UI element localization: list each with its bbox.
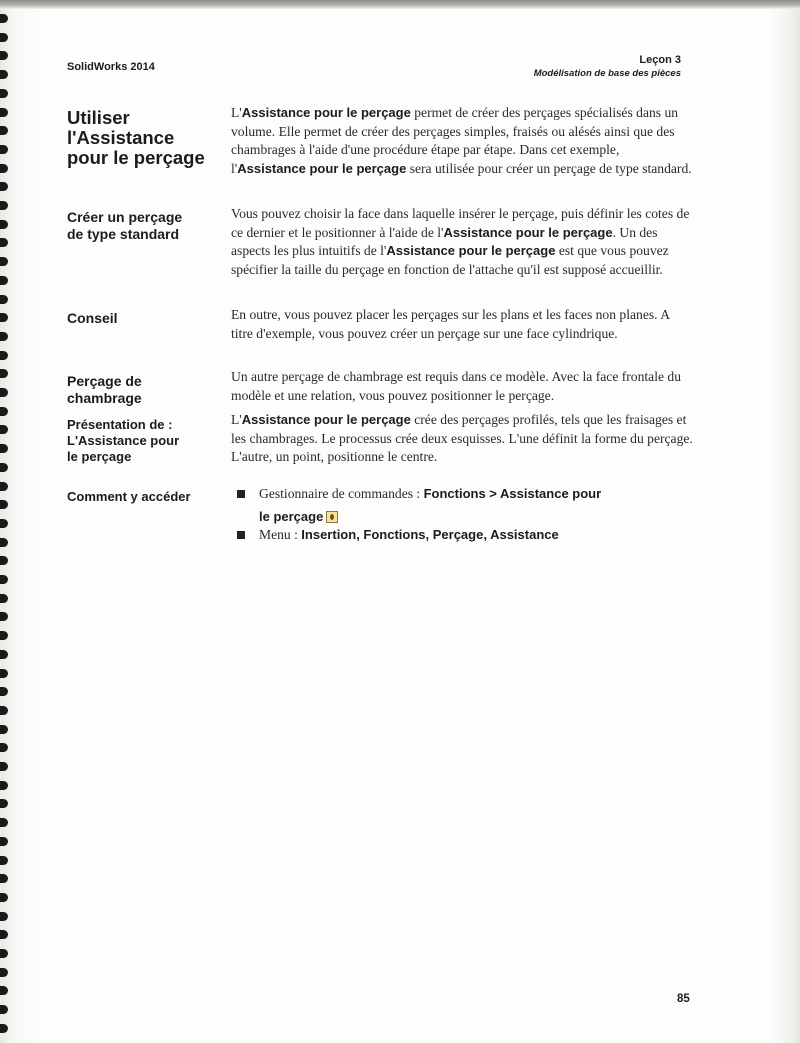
binding-ring	[0, 949, 8, 958]
binding-ring	[0, 725, 8, 734]
heading-line: de type standard	[67, 226, 180, 242]
text: . Un des aspects les plus intuitifs de l'	[231, 224, 658, 259]
binding-ring	[0, 332, 8, 341]
binding-ring	[0, 538, 8, 547]
binding-ring	[0, 164, 8, 173]
command-path: Fonctions > Assistance pour	[423, 486, 602, 501]
binding-ring	[0, 1024, 8, 1033]
binding-ring	[0, 519, 8, 528]
term-bold: Assistance pour le perçage	[237, 160, 407, 176]
binding-ring	[0, 874, 8, 883]
heading-creer	[67, 209, 182, 243]
binding-ring	[0, 295, 8, 304]
binding-ring	[0, 126, 8, 135]
bullet-text	[259, 524, 559, 545]
binding-ring	[0, 388, 8, 397]
paragraph-utiliser	[231, 104, 693, 178]
text: L'	[231, 105, 242, 120]
text: permet de créer des perçages spécialisés dans un volume. Elle permet de créer des perçages simples, fraisés ou alésés ainsi que des chambrages à l'aide d'une procédure étape par étape. Dans cet exemple, l'	[231, 105, 679, 176]
binding-ring	[0, 930, 8, 939]
binding-ring	[0, 706, 8, 715]
term-bold: Assistance pour le perçage	[443, 224, 613, 240]
binding-ring	[0, 70, 8, 79]
binding-ring	[0, 257, 8, 266]
heading-line: Perçage de	[67, 373, 142, 389]
binding-ring	[0, 51, 8, 60]
binding-ring	[0, 14, 8, 23]
page-number: 85	[677, 993, 690, 1005]
spiral-binding	[0, 0, 12, 1043]
binding-ring	[0, 369, 8, 378]
binding-ring	[0, 238, 8, 247]
heading-acceder: Comment y accéder	[67, 489, 191, 504]
binding-ring	[0, 444, 8, 453]
binding-ring	[0, 762, 8, 771]
heading-line: Présentation de :	[67, 417, 173, 432]
binding-ring	[0, 799, 8, 808]
binding-ring	[0, 182, 8, 191]
term-bold: Assistance pour le perçage	[241, 105, 411, 120]
paragraph-presentation	[231, 411, 693, 467]
binding-ring	[0, 33, 8, 42]
binding-ring	[0, 650, 8, 659]
command-path: le perçage	[259, 509, 324, 524]
binding-ring	[0, 351, 8, 360]
heading-line: pour le perçage	[67, 147, 205, 168]
binding-ring	[0, 781, 8, 790]
binding-ring	[0, 407, 8, 416]
binding-ring	[0, 612, 8, 621]
term-bold: Assistance pour le perçage	[386, 243, 556, 259]
heading-line: Utiliser	[67, 107, 130, 128]
paragraph-conseil: En outre, vous pouvez placer les perçages sur les plans et les faces non planes. A titre d'exemple, vous pouvez créer un perçage sur une face cylindrique.	[231, 307, 670, 341]
heading-presentation	[67, 417, 179, 465]
binding-ring	[0, 594, 8, 603]
lesson-label: Leçon 3	[639, 54, 681, 66]
bullet-square-icon	[237, 490, 245, 498]
binding-ring	[0, 313, 8, 322]
binding-ring	[0, 1005, 8, 1014]
binding-ring	[0, 968, 8, 977]
binding-ring	[0, 669, 8, 678]
heading-utiliser	[67, 108, 205, 168]
paragraph-chambrage: Un autre perçage de chambrage est requis dans ce modèle. Avec la face frontale du modèle et une relation, vous pouvez positionner le perçage.	[231, 369, 682, 403]
book-title: SolidWorks 2014	[67, 61, 155, 73]
binding-ring	[0, 986, 8, 995]
chapter-label: Modélisation de base des pièces	[533, 68, 681, 79]
binding-ring	[0, 818, 8, 827]
binding-ring	[0, 463, 8, 472]
binding-ring	[0, 687, 8, 696]
binding-ring	[0, 631, 8, 640]
text: est que vous pouvez spécifier la taille du perçage en fonction de l'attache qu'il est supposé accueillir.	[231, 243, 669, 277]
binding-ring	[0, 220, 8, 229]
heading-conseil: Conseil	[67, 310, 118, 326]
text: L'	[231, 412, 242, 427]
heading-line: chambrage	[67, 390, 142, 406]
binding-ring	[0, 743, 8, 752]
text: Vous pouvez choisir la face dans laquelle insérer le perçage, puis définir les cotes de ce dernier et le positionner à l'aide de l'	[231, 206, 690, 240]
heading-line: le perçage	[67, 449, 132, 464]
binding-ring	[0, 482, 8, 491]
term-bold: Assistance pour le perçage	[241, 412, 411, 427]
heading-chambrage	[67, 373, 142, 407]
heading-line: Créer un perçage	[67, 209, 183, 225]
binding-ring	[0, 276, 8, 285]
heading-line: L'Assistance pour	[67, 433, 180, 448]
binding-ring	[0, 108, 8, 117]
text: Menu :	[259, 527, 302, 542]
menu-path: Insertion, Fonctions, Perçage, Assistance	[301, 527, 559, 542]
heading-line: l'Assistance	[67, 127, 175, 148]
text: crée des perçages profilés, tels que les fraisages et les chambrages. Le processus crée deux esquisses. L'une définit la forme du perçage. L'autre, un point, positionne le centre.	[231, 412, 693, 465]
binding-ring	[0, 856, 8, 865]
binding-ring	[0, 425, 8, 434]
text: Gestionnaire de commandes :	[259, 486, 424, 501]
binding-ring	[0, 89, 8, 98]
bullet-text	[259, 483, 601, 504]
binding-ring	[0, 201, 8, 210]
hole-wizard-icon	[326, 511, 338, 523]
paragraph-creer	[231, 205, 693, 279]
binding-ring	[0, 575, 8, 584]
text: sera utilisée pour créer un perçage de type standard.	[406, 160, 692, 176]
running-header	[534, 53, 681, 80]
binding-ring	[0, 912, 8, 921]
binding-ring	[0, 893, 8, 902]
bullet-square-icon	[237, 531, 245, 539]
binding-ring	[0, 500, 8, 509]
binding-ring	[0, 837, 8, 846]
scan-top-edge	[0, 0, 800, 9]
binding-ring	[0, 145, 8, 154]
binding-ring	[0, 556, 8, 565]
